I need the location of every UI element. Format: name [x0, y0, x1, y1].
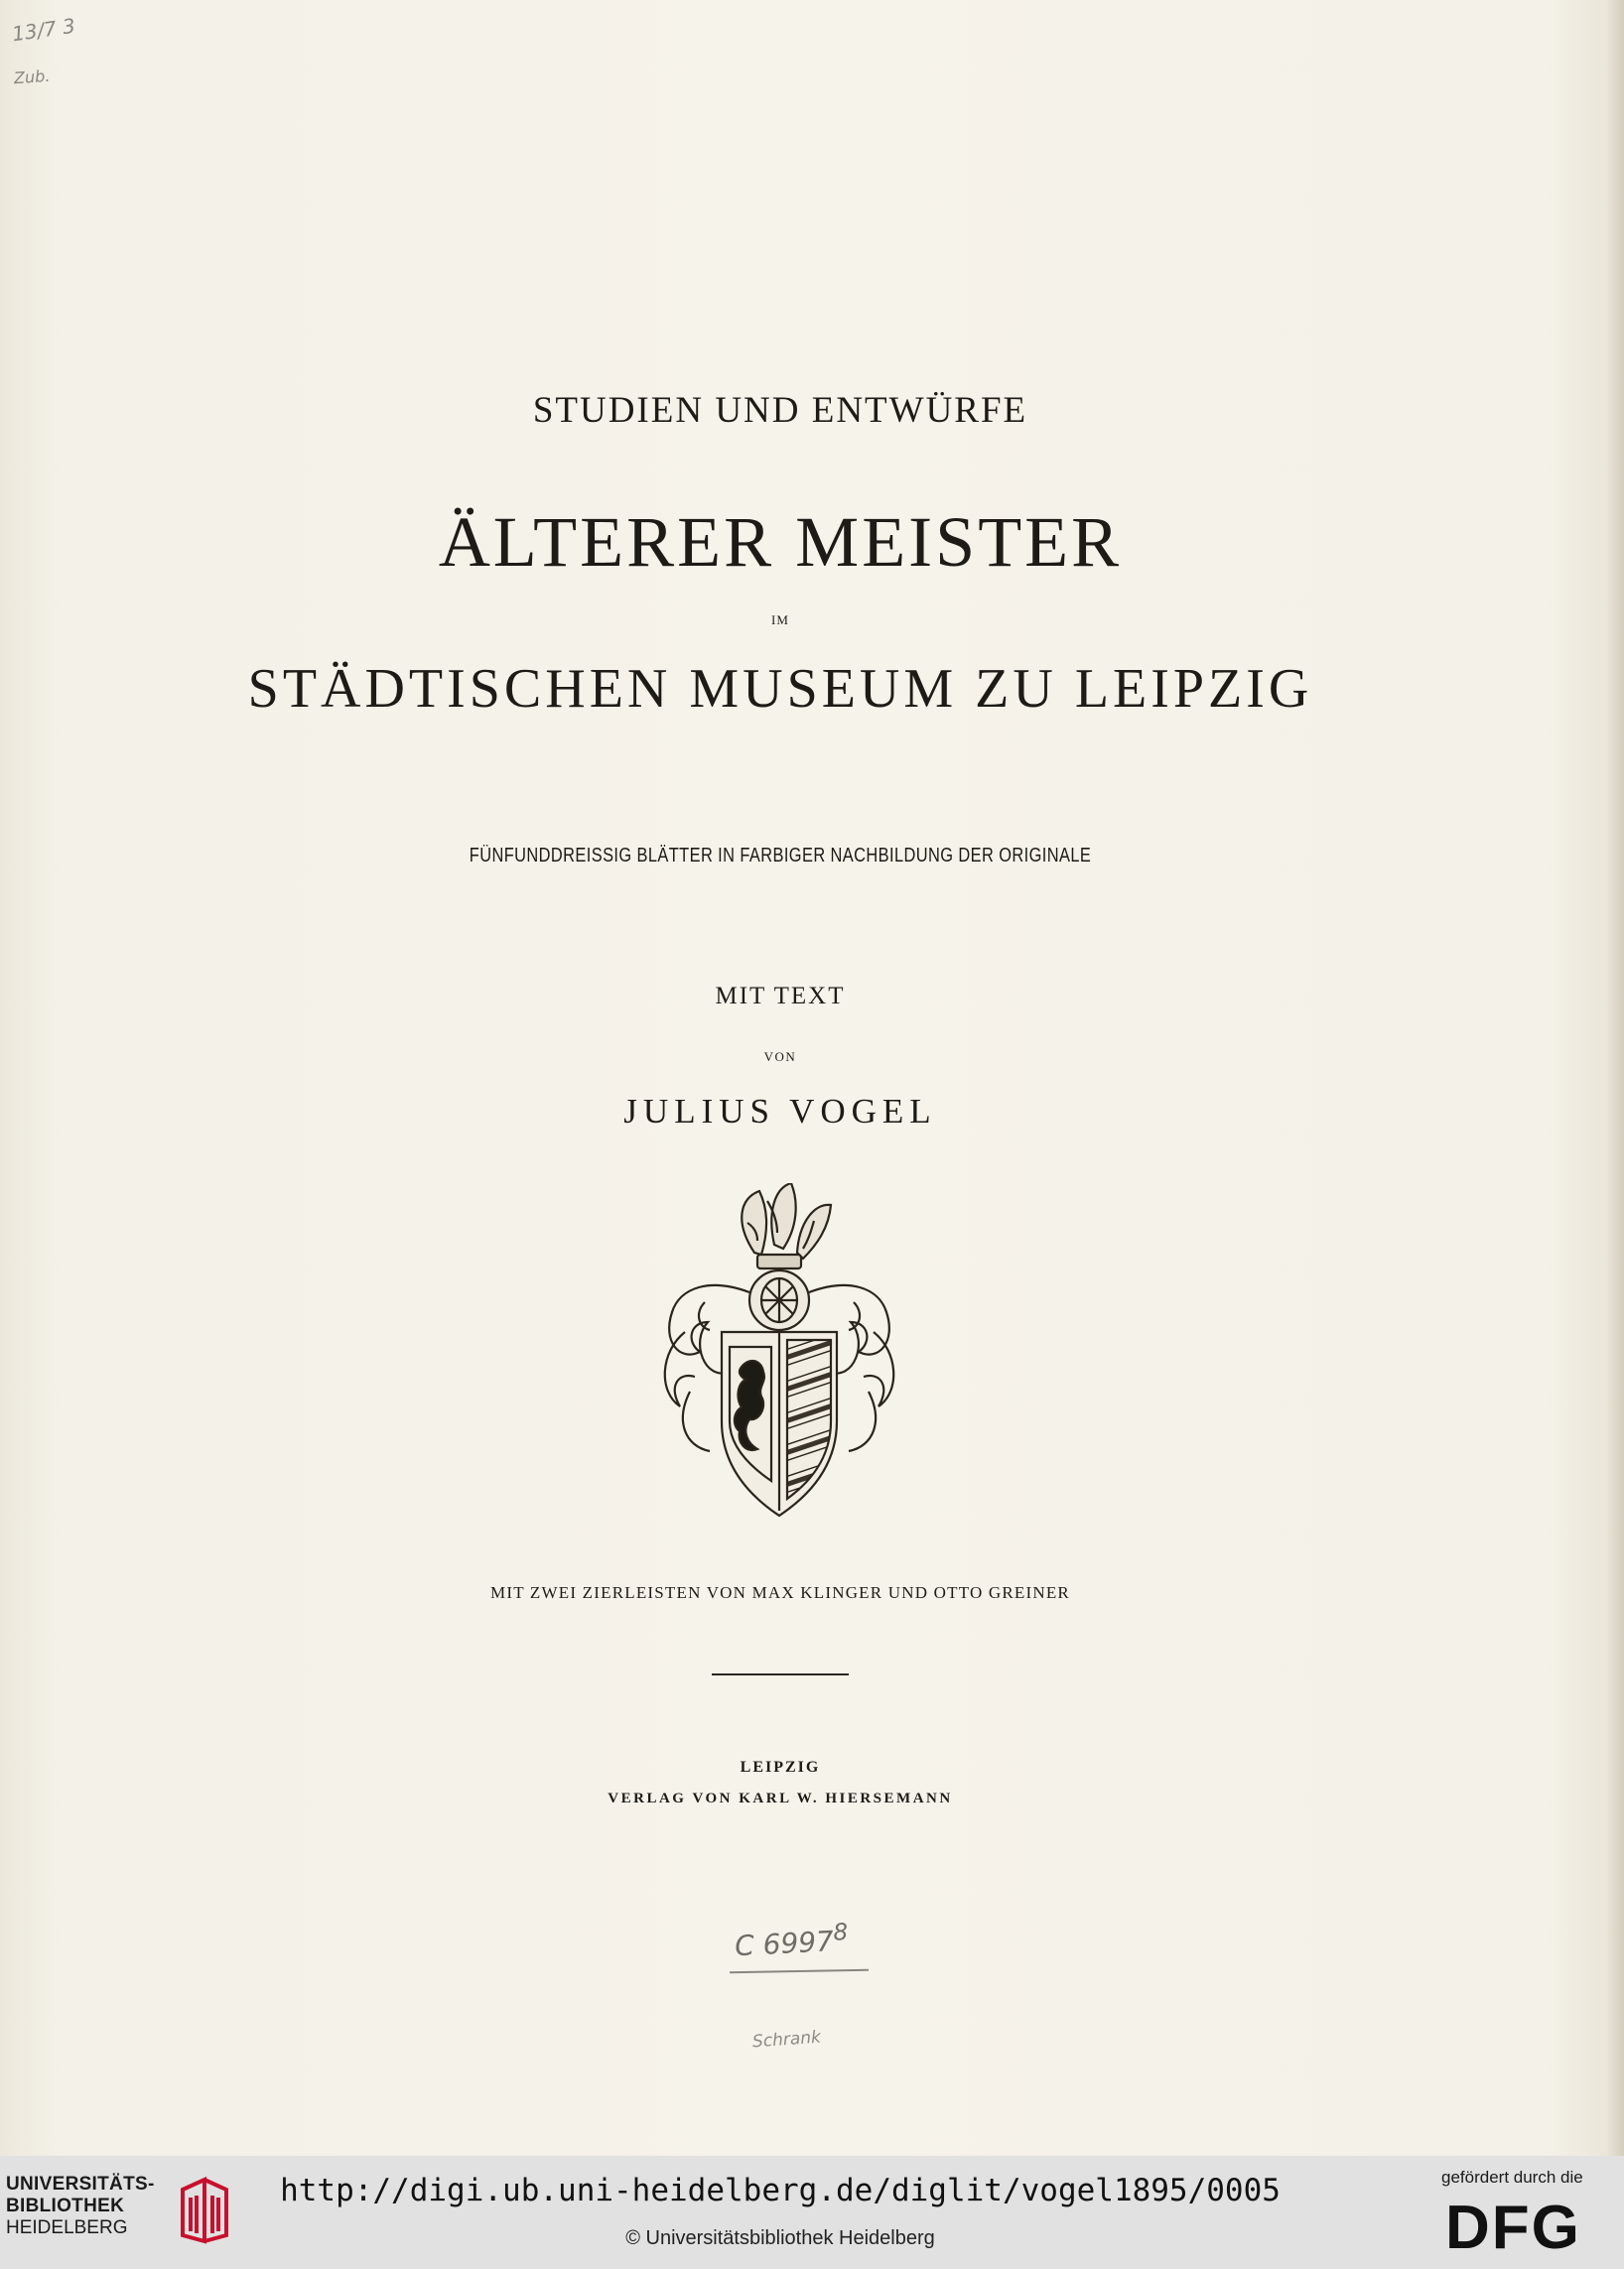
- viewer-footer: [0, 2156, 1624, 2269]
- page-edge-shadow: [1606, 0, 1624, 2156]
- shelfmark-text: C 6997: [734, 1925, 835, 1963]
- author-name: JULIUS VOGEL: [623, 1092, 937, 1131]
- preposition-von: VON: [763, 1049, 797, 1064]
- coat-of-arms-icon: [650, 1183, 898, 1521]
- publication-place: LEIPZIG: [740, 1759, 821, 1776]
- pencil-note-top-left: 13/7 3: [10, 13, 77, 47]
- library-line-1: UNIVERSITÄTS-: [6, 2174, 155, 2195]
- copyright-notice: © Universitätsbibliothek Heidelberg: [625, 2227, 935, 2249]
- library-line-3: HEIDELBERG: [6, 2217, 128, 2238]
- dfg-caption: gefördert durch die: [1441, 2168, 1583, 2187]
- series-title: STUDIEN UND ENTWÜRFE: [532, 390, 1028, 431]
- permalink-url[interactable]: http://digi.ub.uni-heidelberg.de/diglit/vogel1895/0005: [280, 2173, 1281, 2208]
- main-title: ÄLTERER MEISTER: [438, 502, 1123, 582]
- publisher: VERLAG VON KARL W. HIERSEMANN: [608, 1791, 953, 1806]
- shelfmark-sup: 8: [832, 1918, 849, 1946]
- mit-text: MIT TEXT: [715, 983, 846, 1009]
- pencil-note-top-left-2: Zub.: [13, 66, 51, 88]
- library-line-2: BIBLIOTHEK: [6, 2196, 125, 2216]
- subtitle: FÜNFUNDDREISSIG BLÄTTER IN FARBIGER NACHBILDUNG DER ORIGINALE: [469, 845, 1092, 867]
- dfg-logo[interactable]: DFG: [1445, 2194, 1581, 2262]
- shelfmark-underline: [730, 1969, 869, 1973]
- shelfmark: [734, 1918, 849, 1962]
- pencil-note-schrank: Schrank: [751, 2027, 822, 2053]
- preposition-im: IM: [771, 612, 789, 627]
- divider-rule: [712, 1673, 849, 1675]
- ornaments-credit: MIT ZWEI ZIERLEISTEN VON MAX KLINGER UND OTTO GREINER: [490, 1583, 1070, 1602]
- location-title: STÄDTISCHEN MUSEUM ZU LEIPZIG: [247, 658, 1313, 720]
